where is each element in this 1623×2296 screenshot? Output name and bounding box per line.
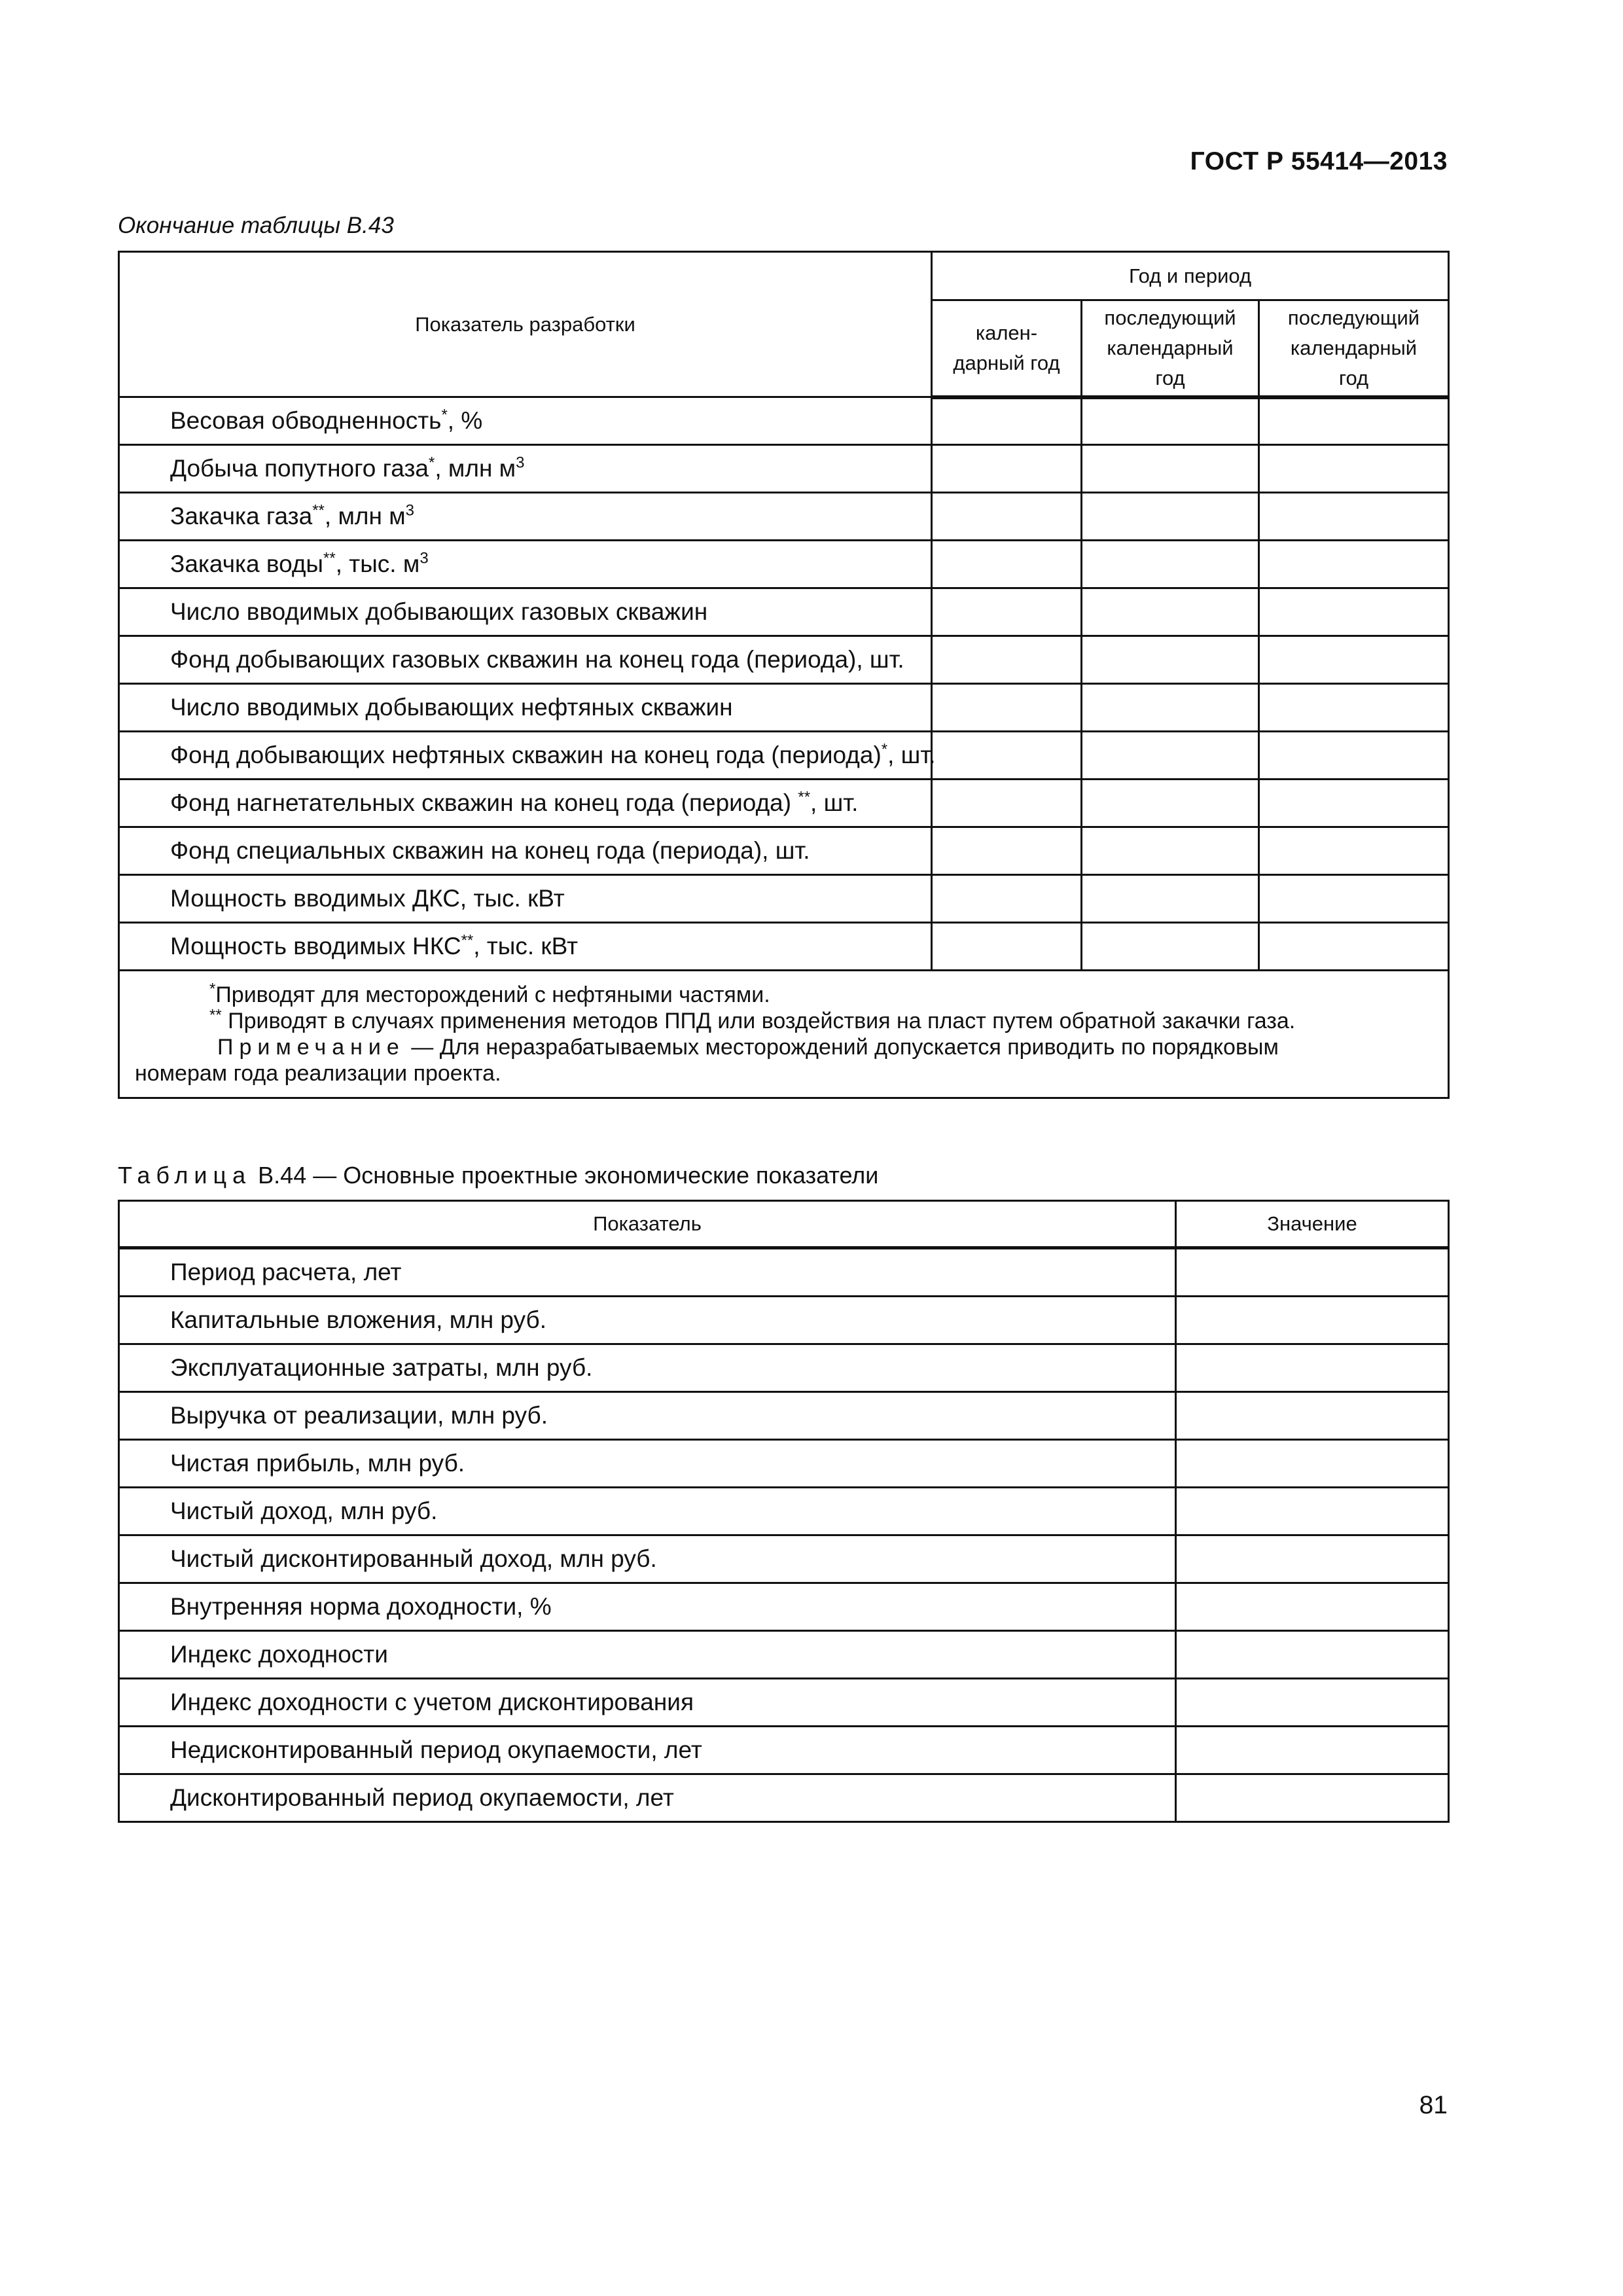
empty-cell bbox=[1259, 923, 1449, 971]
row-label bbox=[119, 588, 932, 636]
empty-cell bbox=[1259, 684, 1449, 732]
row-label bbox=[119, 636, 932, 684]
row-label bbox=[119, 827, 932, 875]
table-row bbox=[119, 1727, 1449, 1774]
empty-cell bbox=[932, 875, 1082, 923]
row-label bbox=[119, 493, 932, 541]
row-label: Капитальные вложения, млн руб. bbox=[119, 1297, 1176, 1344]
value-cell bbox=[1176, 1631, 1449, 1679]
table-row bbox=[119, 541, 1449, 588]
row-label: Индекс доходности bbox=[119, 1631, 1176, 1679]
row-label bbox=[119, 875, 932, 923]
page-number: 81 bbox=[1419, 2091, 1448, 2119]
value-cell bbox=[1176, 1440, 1449, 1488]
table-row bbox=[119, 397, 1449, 445]
row-label-text: Добыча попутного газа bbox=[170, 455, 429, 482]
value-cell bbox=[1176, 1344, 1449, 1392]
empty-cell bbox=[1259, 732, 1449, 780]
empty-cell bbox=[1082, 827, 1259, 875]
table-row bbox=[119, 1344, 1449, 1392]
empty-cell bbox=[1082, 397, 1259, 445]
value-cell bbox=[1176, 1535, 1449, 1583]
table-row bbox=[119, 780, 1449, 827]
value-cell bbox=[1176, 1583, 1449, 1631]
table-row bbox=[119, 493, 1449, 541]
row-unit: , % bbox=[447, 407, 483, 434]
row-footnote-mark: ** bbox=[461, 931, 474, 950]
table-row bbox=[119, 1679, 1449, 1727]
table-row bbox=[119, 1583, 1449, 1631]
table-row bbox=[119, 636, 1449, 684]
row-label-text: Фонд добывающих газовых скважин на конец года (периода), шт. bbox=[170, 646, 904, 673]
row-label: Эксплуатационные затраты, млн руб. bbox=[119, 1344, 1176, 1392]
row-unit: , млн м bbox=[435, 455, 516, 482]
empty-cell bbox=[1259, 397, 1449, 445]
row-label: Дисконтированный период окупаемости, лет bbox=[119, 1774, 1176, 1822]
empty-cell bbox=[1259, 588, 1449, 636]
table-row bbox=[119, 1248, 1449, 1297]
row-label bbox=[119, 445, 932, 493]
table-row bbox=[119, 1631, 1449, 1679]
table-row bbox=[119, 1488, 1449, 1535]
table-row bbox=[119, 588, 1449, 636]
table-row bbox=[119, 732, 1449, 780]
row-label: Внутренняя норма доходности, % bbox=[119, 1583, 1176, 1631]
table-row bbox=[119, 923, 1449, 971]
table-b43-continuation-caption: Окончание таблицы В.43 bbox=[118, 213, 394, 238]
header-value: Значение bbox=[1176, 1201, 1449, 1248]
empty-cell bbox=[1259, 493, 1449, 541]
footnote-1-text: Приводят для месторождений с нефтяными частями. bbox=[215, 982, 770, 1007]
empty-cell bbox=[1259, 875, 1449, 923]
row-footnote-mark: ** bbox=[312, 501, 325, 520]
table-row bbox=[119, 1535, 1449, 1583]
row-footnote-mark: * bbox=[881, 740, 888, 759]
empty-cell bbox=[932, 541, 1082, 588]
row-unit: , шт. bbox=[887, 742, 936, 768]
footnote-1-mark: * bbox=[209, 980, 216, 998]
row-label: Недисконтированный период окупаемости, лет bbox=[119, 1727, 1176, 1774]
row-unit: , тыс. м bbox=[335, 550, 420, 577]
row-label-text: Фонд нагнетательных скважин на конец года (периода) bbox=[170, 789, 798, 816]
empty-cell bbox=[1259, 827, 1449, 875]
row-label-text: Закачка воды bbox=[170, 550, 324, 577]
table-b43 bbox=[118, 251, 1450, 1099]
empty-cell bbox=[1259, 541, 1449, 588]
row-footnote-mark: * bbox=[429, 454, 435, 472]
value-cell bbox=[1176, 1392, 1449, 1440]
empty-cell bbox=[1082, 923, 1259, 971]
table-b44-caption bbox=[118, 1162, 878, 1189]
empty-cell bbox=[1082, 445, 1259, 493]
empty-cell bbox=[932, 827, 1082, 875]
empty-cell bbox=[1082, 636, 1259, 684]
value-cell bbox=[1176, 1727, 1449, 1774]
row-unit: , млн м bbox=[324, 503, 406, 529]
table-row bbox=[119, 445, 1449, 493]
footnote-2 bbox=[135, 1008, 1441, 1034]
row-label-text: Фонд добывающих нефтяных скважин на конец года (периода) bbox=[170, 742, 882, 768]
row-label bbox=[119, 684, 932, 732]
empty-cell bbox=[932, 493, 1082, 541]
value-cell bbox=[1176, 1774, 1449, 1822]
table-row bbox=[119, 1297, 1449, 1344]
row-label bbox=[119, 397, 932, 445]
table-b43-notes bbox=[119, 971, 1449, 1098]
empty-cell bbox=[1259, 636, 1449, 684]
table-row bbox=[119, 684, 1449, 732]
header-next-year-1: последующий календарный год bbox=[1082, 300, 1259, 397]
table-b44-caption-text: В.44 — Основные проектные экономические показатели bbox=[251, 1162, 879, 1189]
table-row bbox=[119, 1774, 1449, 1822]
table-row bbox=[119, 1392, 1449, 1440]
row-footnote-mark: ** bbox=[798, 788, 811, 806]
note-text: — Для неразрабатываемых месторождений допускается приводить по порядковым bbox=[404, 1035, 1279, 1060]
empty-cell bbox=[1082, 875, 1259, 923]
row-label-text: Фонд специальных скважин на конец года (периода), шт. bbox=[170, 837, 810, 864]
row-label: Период расчета, лет bbox=[119, 1248, 1176, 1297]
row-label bbox=[119, 780, 932, 827]
row-unit: , тыс. кВт bbox=[473, 933, 579, 960]
empty-cell bbox=[1082, 780, 1259, 827]
row-unit-exponent: 3 bbox=[405, 501, 415, 520]
row-footnote-mark: ** bbox=[323, 549, 336, 567]
empty-cell bbox=[1082, 684, 1259, 732]
header-year-period: Год и период bbox=[932, 252, 1449, 300]
note-continuation: номерам года реализации проекта. bbox=[135, 1061, 501, 1086]
header-calendar-year: кален- дарный год bbox=[932, 300, 1082, 397]
value-cell bbox=[1176, 1297, 1449, 1344]
row-label: Чистый дисконтированный доход, млн руб. bbox=[119, 1535, 1176, 1583]
row-unit-exponent: 3 bbox=[419, 549, 429, 567]
note bbox=[135, 1034, 1441, 1060]
table-row bbox=[119, 827, 1449, 875]
footnote-1 bbox=[135, 982, 1441, 1008]
row-unit-exponent: 3 bbox=[516, 454, 525, 472]
empty-cell bbox=[932, 684, 1082, 732]
row-label-text: Весовая обводненность bbox=[170, 407, 442, 434]
row-label-text: Мощность вводимых НКС bbox=[170, 933, 461, 960]
empty-cell bbox=[1082, 541, 1259, 588]
row-label-text: Число вводимых добывающих нефтяных скважин bbox=[170, 694, 733, 721]
header-next-year-2: последующий календарный год bbox=[1259, 300, 1449, 397]
empty-cell bbox=[1082, 588, 1259, 636]
row-label-text: Число вводимых добывающих газовых скважин bbox=[170, 598, 708, 625]
table-b43-body bbox=[119, 397, 1449, 971]
row-label: Индекс доходности с учетом дисконтирования bbox=[119, 1679, 1176, 1727]
empty-cell bbox=[1259, 445, 1449, 493]
table-b44 bbox=[118, 1200, 1450, 1823]
note-label: Примечание bbox=[217, 1035, 405, 1060]
empty-cell bbox=[932, 397, 1082, 445]
table-row bbox=[119, 1440, 1449, 1488]
row-label bbox=[119, 923, 932, 971]
table-b44-caption-word: Таблица bbox=[118, 1162, 252, 1189]
row-unit: , шт. bbox=[810, 789, 859, 816]
empty-cell bbox=[1082, 732, 1259, 780]
table-b44-body bbox=[119, 1248, 1449, 1822]
empty-cell bbox=[932, 732, 1082, 780]
table-row bbox=[119, 875, 1449, 923]
value-cell bbox=[1176, 1248, 1449, 1297]
row-label bbox=[119, 732, 936, 780]
empty-cell bbox=[1082, 493, 1259, 541]
document-code: ГОСТ Р 55414—2013 bbox=[1190, 147, 1448, 175]
footnote-2-mark: ** bbox=[209, 1006, 222, 1024]
row-label-text: Закачка газа bbox=[170, 503, 313, 529]
row-label: Чистая прибыль, млн руб. bbox=[119, 1440, 1176, 1488]
empty-cell bbox=[932, 445, 1082, 493]
empty-cell bbox=[932, 923, 1082, 971]
empty-cell bbox=[932, 780, 1082, 827]
value-cell bbox=[1176, 1679, 1449, 1727]
row-footnote-mark: * bbox=[441, 406, 448, 424]
header-indicator: Показатель разработки bbox=[119, 252, 932, 397]
empty-cell bbox=[932, 636, 1082, 684]
value-cell bbox=[1176, 1488, 1449, 1535]
empty-cell bbox=[1259, 780, 1449, 827]
row-label-text: Мощность вводимых ДКС, тыс. кВт bbox=[170, 885, 565, 912]
empty-cell bbox=[932, 588, 1082, 636]
row-label: Чистый доход, млн руб. bbox=[119, 1488, 1176, 1535]
row-label: Выручка от реализации, млн руб. bbox=[119, 1392, 1176, 1440]
footnote-2-text: Приводят в случаях применения методов ППД или воздействия на пласт путем обратной закачки газа. bbox=[221, 1009, 1296, 1033]
header-indicator: Показатель bbox=[119, 1201, 1176, 1248]
row-label bbox=[119, 541, 932, 588]
